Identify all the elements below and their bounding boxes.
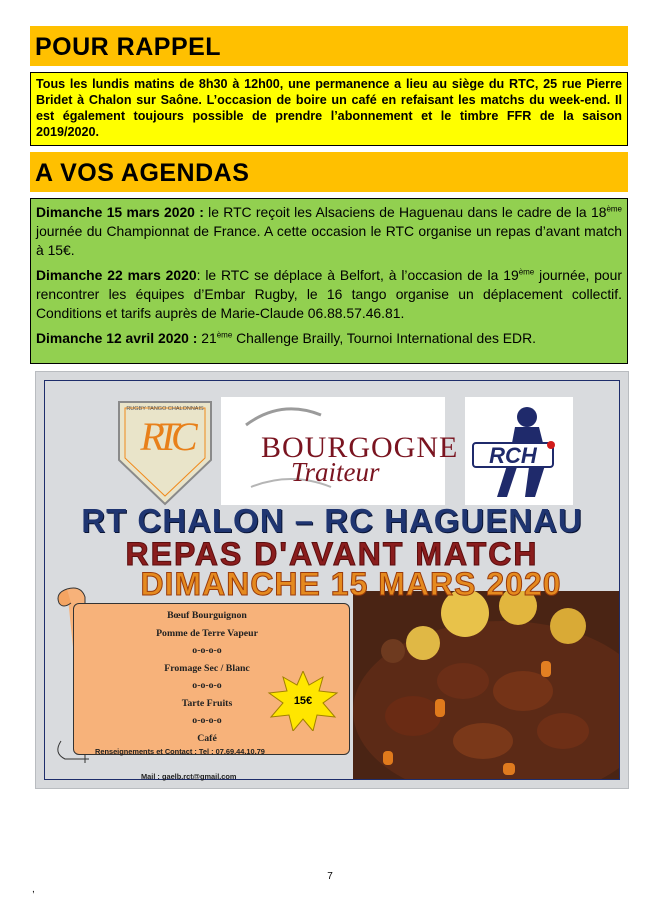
beef-stew-photo [353,591,619,779]
mail-line: Mail : gaelb.rct@gmail.com [141,772,237,781]
event-text: le RTC reçoit les Alsaciens de Haguenau dans le cadre de la 18 [203,204,607,220]
event-date: Dimanche 15 mars 2020 : [36,204,204,220]
agenda-event [36,203,622,260]
agenda-event [36,266,622,323]
event-text: 21 [197,330,217,346]
menu-item: Tarte Fruits [181,697,233,709]
event-ordinal: ème [606,204,622,214]
menu-item: Bœuf Bourguignon [167,610,247,621]
price-label: 15€ [293,695,313,707]
menu-item: Pomme de Terre Vapeur [156,627,258,639]
event-date: Dimanche 22 mars 2020 [36,267,197,283]
menu-separator: o-o-o-o [192,715,222,726]
bourgogne-traiteur-logo [221,397,459,505]
poster-title-dinner: REPAS D'AVANT MATCH [125,536,539,572]
page-number: 7 [327,871,333,882]
event-text: Challenge Brailly, Tournoi International des EDR. [232,330,536,346]
rtc-shield-logo [115,398,215,508]
menu-item: Café [197,732,217,744]
rch-logo [465,397,573,505]
event-ordinal: ème [518,267,535,277]
event-text: journée, pour rencontrer les équipes d’Embar Rugby, le 16 tango organise un déplacement collectif. Conditions et tarifs auprès de Marie-Claude 06.88.57.46.81. [36,267,623,321]
match-dinner-poster [35,371,629,789]
event-date: Dimanche 12 avril 2020 : [36,330,198,346]
event-text: journée du Championnat de France. A cette occasion le RTC organise un repas d’avant match à 15€. [36,223,622,258]
sponsor-word: BOURGOGNE [261,431,459,464]
poster-title-date: DIMANCHE 15 MARS 2020 [140,566,562,602]
reminder-text: Tous les lundis matins de 8h30 à 12h00, une permanence a lieu au siège du RTC, 25 rue Pierre Bridet à Chalon sur Saône. L’occasion de boire un café en refaisant les matchs du week-end. Il est également toujours possible de prendre l’abonnement et le timbre FFR de la saison 2019/2020. [36,77,622,139]
contact-line: Renseignements et Contact : Tel : 07.69.44.10.79 [95,747,265,756]
rtc-logo-caption: RUGBY TANGO CHALONNAIS [126,406,204,412]
rtc-logo-letters: RTC [140,414,190,459]
menu-separator: o-o-o-o [192,645,222,656]
rch-logo-text: RCH [489,443,537,468]
poster-frame [44,380,620,780]
corner-mark: , [32,884,35,895]
agenda-box [30,198,628,364]
event-text: : le RTC se déplace à Belfort, à l’occasion de la 19 [196,267,519,283]
event-ordinal: ème [216,330,233,340]
section-heading-agenda: A VOS AGENDAS [30,152,628,192]
poster-title-teams: RT CHALON – RC HAGUENAU [81,502,583,539]
sponsor-sub: Traiteur [291,457,380,487]
reminder-box [30,72,628,146]
menu-item: Fromage Sec / Blanc [164,662,250,674]
menu-separator: o-o-o-o [192,680,222,691]
agenda-event [36,329,622,348]
section-heading-reminder: POUR RAPPEL [30,26,628,66]
